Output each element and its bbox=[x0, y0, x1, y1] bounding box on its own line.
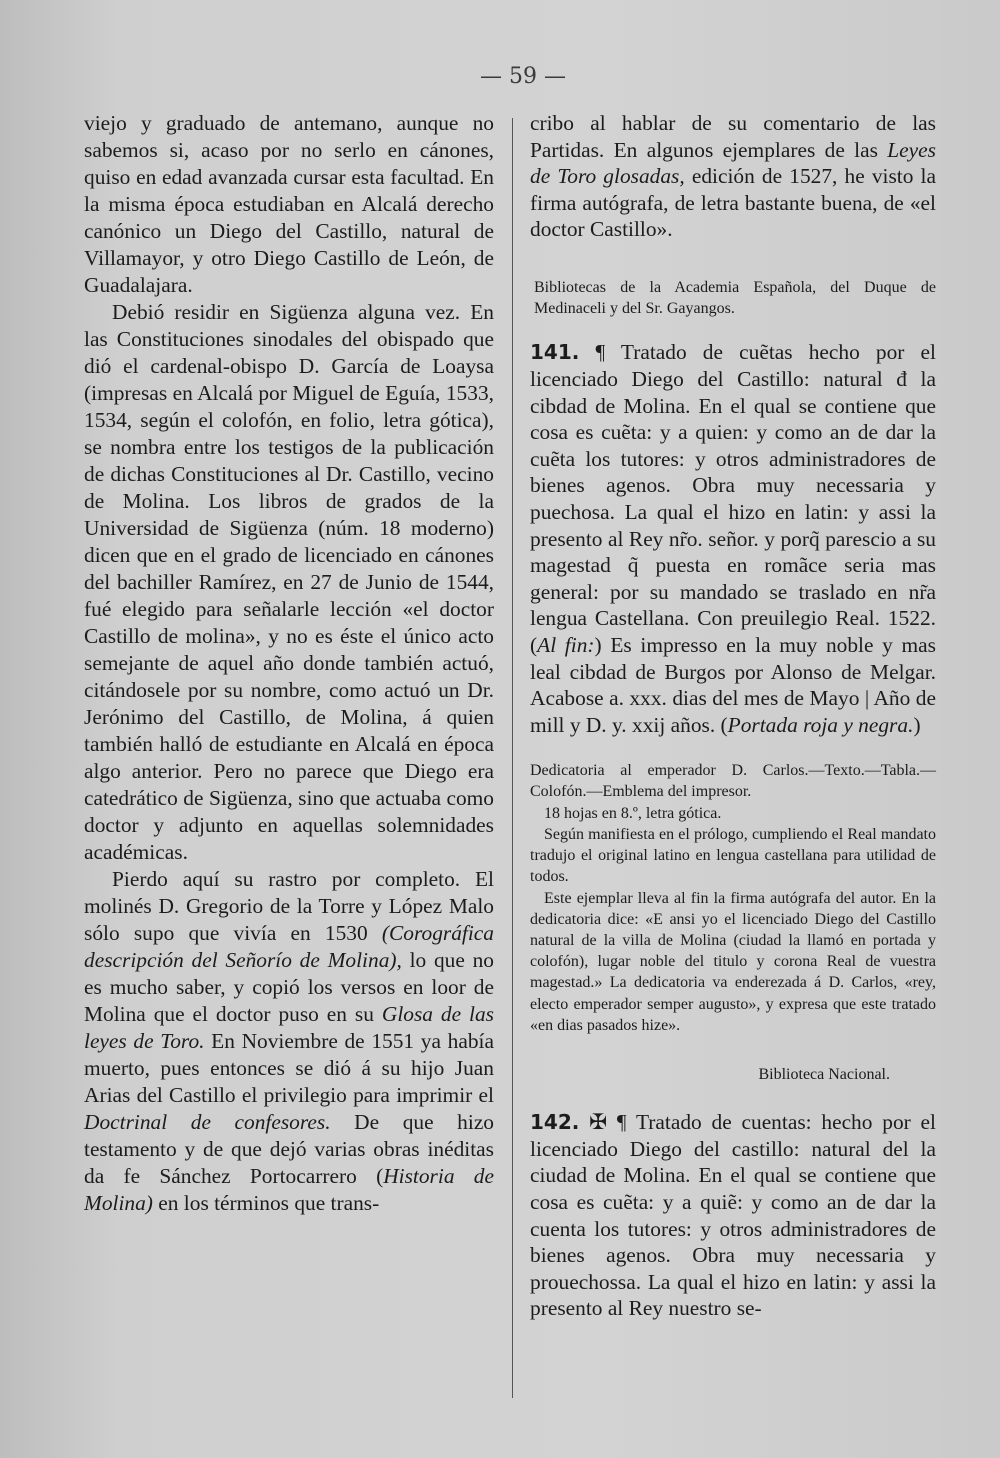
text-run: en los términos que trans- bbox=[152, 1191, 380, 1215]
entry-141 bbox=[530, 339, 936, 738]
entry-number: 141. bbox=[530, 340, 580, 365]
text-run: ¶ Tratado de cuẽtas hecho por el licenciado Diego del Castillo: natural đ la cibdad de Molina. En el qual se contiene que cosa es cuẽta: y a quien: y como an de dar la cuẽta los tutores: y otros administradores de bienes agenos. Obra muy necessaria y puechosa. La qual el hizo en latin: y assi la presento al Rey nr̃o. señor. y porq̃ parescio a su magestad q̃ puesta en romãce seria mas general: por su mandado se traslado en nr̃a lengua Castellana. Con preuilegio Real. 1522. ( bbox=[530, 340, 936, 657]
text-run: ) bbox=[913, 712, 921, 737]
text-run: De que hizo testamento y de que dejó varias obras inéditas da fe Sánchez Portocarrero ( bbox=[84, 1110, 495, 1188]
right-column bbox=[530, 110, 936, 1322]
italic-title: Leyes de Toro glosadas, bbox=[530, 137, 936, 189]
description-line: Dedicatoria al emperador D. Carlos.—Texto.—Tabla.—Colofón.—Emblema del impresor. bbox=[530, 762, 936, 801]
italic-title: (Corográfica descripción del Señorío de Molina), bbox=[84, 921, 494, 972]
italic-title: Historia de Molina) bbox=[84, 1164, 494, 1215]
text-run: Pierdo aquí su rastro por completo. El molinés D. Gregorio de la Torre y López Malo sólo supo que vivía en 1530 bbox=[84, 867, 494, 945]
italic-text: Portada roja y negra. bbox=[727, 712, 914, 737]
left-column bbox=[84, 110, 494, 1217]
entry-142 bbox=[530, 1109, 936, 1322]
text-run: cribo al hablar de su comentario de las Partidas. En algunos ejemplares de las bbox=[530, 111, 936, 162]
italic-text: Al fin: bbox=[537, 632, 595, 657]
paragraph: viejo y graduado de antemano, aunque no sabemos si, acaso por no serlo en cánones, quiso en edad avanzada cursar esta facultad. En la misma época estudiaban en Alcalá derecho canónico un Diego del Castillo, natural de Villamayor, y otro Diego Castillo de León, de Guadalajara. bbox=[84, 111, 494, 297]
text-run: edición de 1527, he visto la firma autógrafa, de letra bastante buena, de «el doctor Castillo». bbox=[530, 164, 936, 242]
description-line: Este ejemplar lleva al fin la firma autógrafa del autor. En la dedicatoria dice: «E ansi yo el licenciado Diego del Castillo natural de la villa de Molina (ciudad la llamó en portada y colofón), lugar noble del titulo y corona Real de vuestra magestad.» La dedicatoria va enderezada á D. Carlos, «rey, electo emperador semper augusto», y expresa que este tratado «en dias pasados hize». bbox=[530, 889, 936, 1034]
description-line: 18 hojas en 8.º, letra gótica. bbox=[544, 804, 722, 822]
entry-141-description bbox=[530, 760, 936, 1036]
entry-number: 142. bbox=[530, 1110, 580, 1135]
paragraph bbox=[530, 110, 936, 243]
library-note: Biblioteca Nacional. bbox=[758, 1065, 890, 1083]
description-line: Según manifiesta en el prólogo, cumpliendo el Real mandato tradujo el original latino en lengua castellana para utilidad de todos. bbox=[530, 825, 936, 886]
text-run: lo que no es mucho saber, y copió los versos en loor de Molina que el doctor puso en su bbox=[84, 948, 494, 1026]
text-run: En Noviembre de 1551 ya había muerto, pues entonces se dió á su hijo Juan Arias del Castillo el privilegio para imprimir el bbox=[84, 1029, 494, 1107]
paragraph: Debió residir en Sigüenza alguna vez. En las Constituciones sinodales del obispado que dió el cardenal-obispo D. García de Loaysa (impresas en Alcalá por Miguel de Eguía, 1533, 1534, según el colofón, en folio, letra gótica), se nombra entre los testigos de la publicación de dichas Constituciones al Dr. Castillo, vecino de Molina. Los libros de grados de la Universidad de Sigüenza (núm. 18 moderno) dicen que en el grado de licenciado en cánones del bachiller Ramírez, en 27 de Junio de 1544, fué elegido para señalarle lección «el doctor Castillo de molina», y no es éste el único acto semejante de aquel año donde también actuó, citándosele por su nombre, como actuó un Dr. Jerónimo del Castillo, de Molina, á quien también halló de estudiante en Alcalá en época algo anterior. Pero no parece que Diego era catedrático de Sigüenza, sino que actuaba como doctor y adjunto en aquellas solemnidades académicas. bbox=[84, 300, 494, 864]
italic-title: Doctrinal de confesores. bbox=[84, 1110, 331, 1134]
column-divider bbox=[512, 118, 513, 1398]
page-number: — 59 — bbox=[480, 64, 566, 89]
text-run: ✠ ¶ Tratado de cuentas: hecho por el licenciado Diego del castillo: natural del la ciudad de Molina. En el qual se contiene que cosa es cuẽta: y a quiẽ: y como an de dar la cuenta los tutores: y otros administradores de bienes agenos. Obra muy necessaria y prouechossa. La qual el hizo en latin: y assi la presento al Rey nuestro se- bbox=[530, 1110, 936, 1321]
italic-title: Glosa de las leyes de Toro. bbox=[84, 1002, 494, 1053]
paragraph bbox=[84, 866, 494, 1217]
library-note: Bibliotecas de la Academia Española, del Duque de Medinaceli y del Sr. Gayangos. bbox=[534, 278, 936, 318]
text-run: ) Es impresso en la muy noble y mas leal cibdad de Burgos por Alonso de Melgar. Acabose a. xxx. dias del mes de Mayo | Año de mill y D. y. xxij años. ( bbox=[530, 632, 936, 737]
